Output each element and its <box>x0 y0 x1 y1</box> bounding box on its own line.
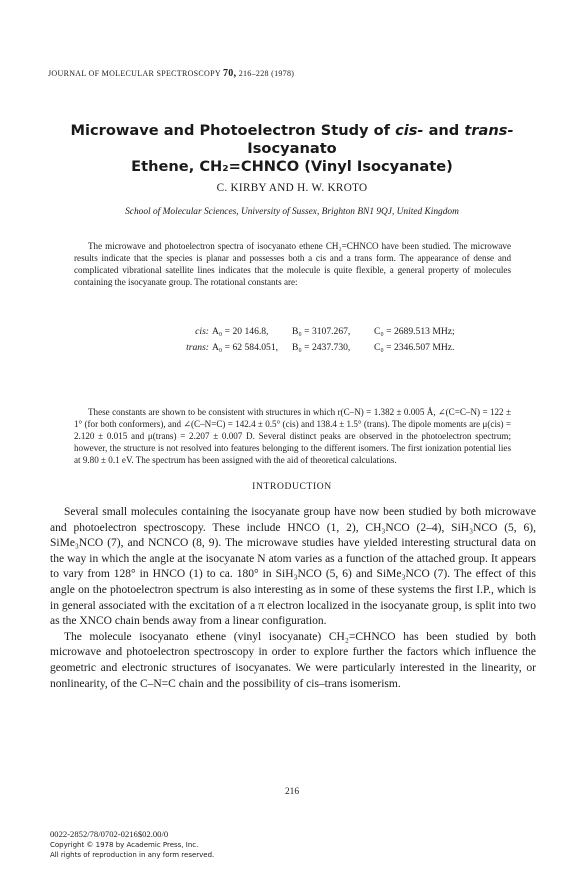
title-line-2: Ethene, CH₂=CHNCO (Vinyl Isocyanate) <box>131 158 453 175</box>
title-line-1: Microwave and Photoelectron Study of cis- and trans-Isocyanato <box>70 122 514 157</box>
author-affiliation: School of Molecular Sciences, University of Sussex, Brighton BN1 9QJ, United Kingdom <box>125 207 459 217</box>
abstract-paragraph-1: The microwave and photoelectron spectra of isocyanato ethene CH₂=CHNCO have been studied. The microwave results indicate that the species is planar and possesses both a cis and a trans form. The appearance of dense and complicated vibrational satellite lines indicates that the molecule is quite flexible, a general property of molecules containing the isocyanate group. The rotational constants are: <box>74 241 511 287</box>
article-code: 0022-2852/78/0702-0216$02.00/0 <box>50 829 169 839</box>
rotational-constants <box>74 324 511 356</box>
paper-authors: C. KIRBY AND H. W. KROTO <box>216 182 368 194</box>
section-heading: INTRODUCTION <box>252 481 332 492</box>
rights-line: All rights of reproduction in any form reserved. <box>50 851 215 859</box>
page-number: 216 <box>284 787 300 797</box>
copyright-footer <box>50 829 350 861</box>
constants-row-cis: cis: A₀ = 20 146.8, B₀ = 3107.267, C₀ = 2689.513 MHz; <box>195 326 455 337</box>
journal-pages: 216–228 (1978) <box>238 69 295 78</box>
journal-volume: 70, <box>222 68 237 79</box>
journal-header <box>48 68 548 79</box>
copyright-line: Copyright © 1978 by Academic Press, Inc. <box>50 840 199 849</box>
journal-name: JOURNAL OF MOLECULAR SPECTROSCOPY <box>48 69 221 78</box>
intro-paragraph-1: Several small molecules containing the isocyanate group have now been studied by both microwave and photoelectron spectroscopy. These include HNCO (1, 2), CH₃NCO (2–4), SiH₃NCO (5, 6), SiMe₃NCO (7), and NCNCO (8, 9). The microwave studies have yielded interesting structural data on the way in which the angle at the isocyanate N atom varies as a function of the attached group. It appears to vary from 128° in HNCO (1) to ca. 180° in SiH₃NCO (5, 6) and SiMe₃NCO (7). The effect of this angle on the photoelectron spectrum is also interesting as in some of these systems the first I.P., which is in general associated with the excitation of a π electron localized in the isocyanate group, is split into two as the XNCO chain bends away from a linear configuration. <box>50 506 536 628</box>
introduction-body <box>50 505 536 692</box>
constants-row-trans: trans: A₀ = 62 584.051, B₀ = 2437.730, C₀ = 2346.507 MHz. <box>186 342 455 353</box>
paper-title <box>40 122 544 176</box>
abstract-paragraph-2: These constants are shown to be consistent with structures in which r(C–N) = 1.382 ± 0.005 Å, ∠(C=C–N) = 122 ± 1° (for both conformers), and ∠(C–N=C) = 142.4 ± 0.5° (cis) and 138.4 ± 1.5° (trans). The dipole moments are μ(cis) = 2.120 ± 0.015 and μ(trans) = 2.207 ± 0.007 D. Several distinct peaks are observed in the photoelectron spectrum; however, the structure is not resolved into features belonging to the different isomers. The first ionization potential lies at 9.80 ± 0.1 eV. The spectrum has been assigned with the aid of theoretical calculations. <box>74 407 511 465</box>
intro-paragraph-2: The molecule isocyanato ethene (vinyl isocyanate) CH₂=CHNCO has been studied by both microwave and photoelectron spectroscopy in order to explore further the factors which influence the geometric and electronic structures of isocyanates. We were particularly interested in the linearity, or nonlinearity, of the C–N=C chain and the possibility of cis–trans isomerism. <box>50 630 536 690</box>
